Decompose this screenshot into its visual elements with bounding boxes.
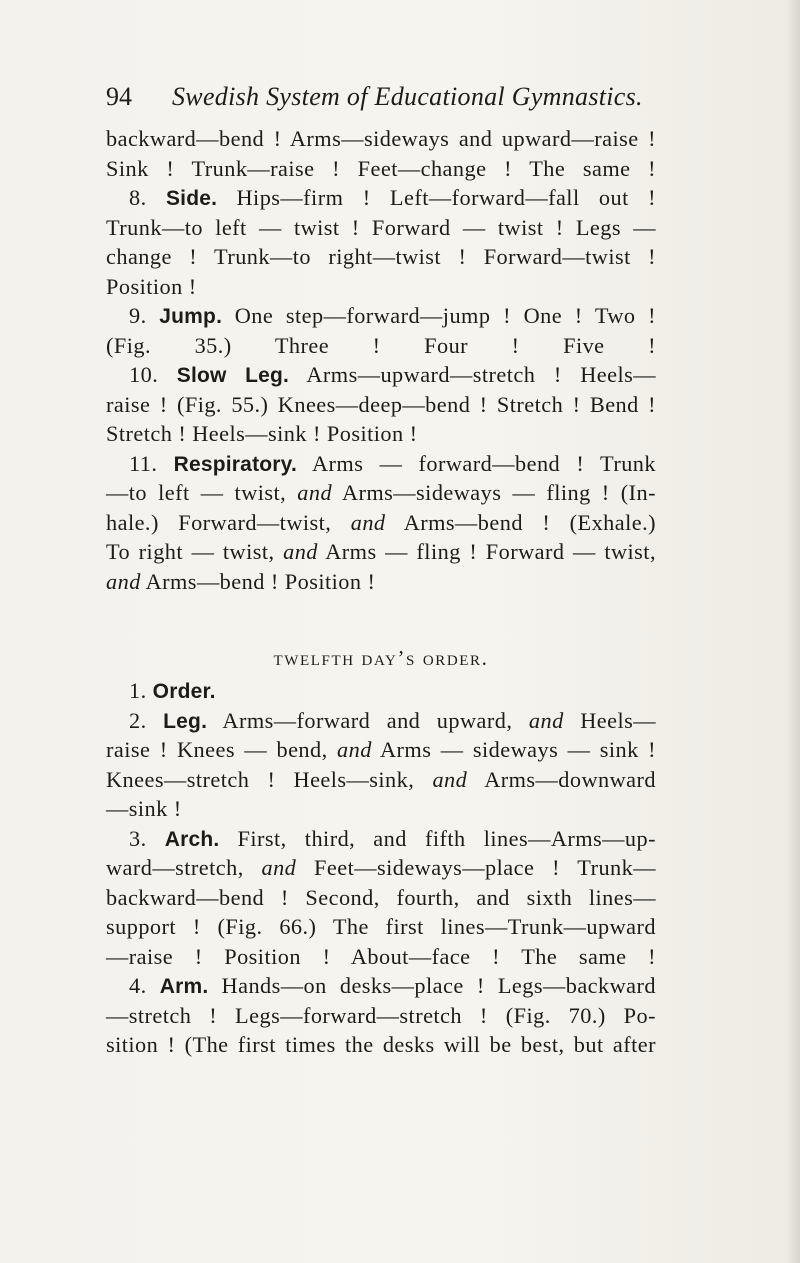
exercise-heading: Side. bbox=[165, 187, 218, 210]
text-run: Hands—on desks—place ! Legs—backward bbox=[208, 973, 656, 998]
text-run: —raise ! Position ! About—face ! The same ! bbox=[106, 943, 656, 969]
text-line bbox=[106, 242, 656, 272]
text-run: raise ! Knees — bend, bbox=[106, 737, 338, 762]
section-heading: twelfth day’s order. bbox=[273, 646, 489, 670]
text-line bbox=[106, 1001, 656, 1031]
running-header bbox=[106, 80, 666, 114]
text-run: Heels— bbox=[563, 707, 656, 733]
text-line bbox=[106, 331, 656, 361]
text-run: Trunk—to left — twist ! Forward — twist ! Legs — bbox=[106, 214, 656, 240]
italic-word: and bbox=[106, 568, 141, 594]
text-run: To right — twist, bbox=[106, 539, 284, 564]
text-run: One step—forward—jump ! One ! Two ! bbox=[222, 303, 656, 328]
text-line bbox=[106, 124, 656, 154]
text-line bbox=[106, 508, 656, 538]
exercise-heading: Jump. bbox=[159, 305, 223, 328]
text-run: change ! Trunk—to right—twist ! Forward—twist ! bbox=[106, 244, 656, 269]
text-line bbox=[106, 360, 656, 390]
text-line bbox=[106, 912, 656, 942]
text-line bbox=[106, 272, 656, 302]
text-run: —to left — twist, bbox=[106, 480, 298, 505]
text-line bbox=[106, 942, 656, 972]
text-line bbox=[106, 213, 656, 243]
exercise-heading: Order. bbox=[152, 680, 216, 703]
text-line bbox=[106, 706, 656, 736]
text-run: —sink ! bbox=[106, 796, 182, 821]
exercise-heading: Arm. bbox=[159, 975, 209, 998]
text-run: 4. bbox=[129, 973, 160, 998]
running-title: Swedish System of Educational Gymnastics. bbox=[172, 82, 643, 111]
text-run: Stretch ! Heels—sink ! Position ! bbox=[106, 421, 418, 446]
text-run: hale.) Forward—twist, bbox=[106, 509, 351, 535]
text-run: 1. bbox=[129, 678, 153, 703]
text-run: Arms — forward—bend ! Trunk bbox=[297, 450, 657, 476]
text-run: Arms—bend ! (Exhale.) bbox=[385, 509, 656, 535]
text-line bbox=[106, 824, 656, 854]
page-edge-shadow bbox=[786, 0, 800, 1263]
text-line bbox=[106, 735, 656, 765]
text-run: 10. bbox=[129, 362, 177, 387]
text-line bbox=[106, 301, 656, 331]
text-line bbox=[106, 537, 656, 567]
text-line bbox=[106, 478, 656, 508]
italic-word: and bbox=[350, 509, 386, 535]
text-line bbox=[106, 1030, 656, 1060]
text-run: Arms — sideways — sink ! bbox=[371, 737, 656, 762]
exercise-heading: Arch. bbox=[164, 827, 220, 851]
text-run: Arms—upward—stretch ! Heels— bbox=[289, 362, 657, 387]
text-line bbox=[106, 853, 656, 883]
text-run: Position ! bbox=[106, 273, 197, 299]
text-run: Knees—stretch ! Heels—sink, bbox=[106, 766, 433, 792]
text-run: 2. bbox=[129, 707, 164, 733]
text-line bbox=[106, 676, 656, 706]
text-run: Arms—bend ! Position ! bbox=[140, 568, 376, 594]
text-run: support ! (Fig. 66.) The first lines—Trunk—upward bbox=[106, 914, 656, 939]
text-line bbox=[106, 567, 656, 597]
text-line bbox=[106, 765, 656, 795]
text-run: backward—bend ! Arms—sideways and upward—raise ! bbox=[106, 126, 656, 151]
italic-word: and bbox=[261, 855, 297, 880]
italic-word: and bbox=[337, 737, 372, 762]
italic-word: and bbox=[432, 766, 468, 792]
exercise-heading: Slow Leg. bbox=[176, 364, 290, 387]
text-run: (Fig. 35.) Three ! Four ! Five ! bbox=[106, 332, 656, 358]
italic-word: and bbox=[297, 480, 333, 505]
text-line bbox=[106, 449, 656, 479]
exercise-heading: Leg. bbox=[163, 709, 208, 733]
text-run: Arms—forward and upward, bbox=[207, 707, 529, 733]
text-line bbox=[106, 794, 656, 824]
text-line bbox=[106, 154, 656, 184]
text-line bbox=[106, 183, 656, 213]
text-run: raise ! (Fig. 55.) Knees—deep—bend ! Stretch ! Bend ! bbox=[106, 391, 656, 417]
text-run: 8. bbox=[129, 185, 166, 210]
section-gap bbox=[106, 596, 656, 640]
text-run: Arms—sideways — fling ! (In- bbox=[332, 480, 656, 505]
text-run: —stretch ! Legs—forward—stretch ! (Fig. 70.) Po- bbox=[106, 1002, 656, 1028]
page-number: 94 bbox=[106, 82, 132, 111]
exercise-heading: Respiratory. bbox=[173, 452, 298, 476]
text-run: Sink ! Trunk—raise ! Feet—change ! The same ! bbox=[106, 155, 656, 181]
text-run: backward—bend ! Second, fourth, and sixth lines— bbox=[106, 884, 656, 910]
text-line bbox=[106, 390, 656, 420]
text-run: Arms — fling ! Forward — twist, bbox=[317, 539, 656, 564]
text-run: 9. bbox=[129, 303, 160, 328]
text-run: First, third, and fifth lines—Arms—up- bbox=[219, 825, 656, 851]
text-run: 11. bbox=[129, 450, 174, 476]
text-line bbox=[106, 971, 656, 1001]
text-run: sition ! (The first times the desks will be best, but after bbox=[106, 1032, 656, 1057]
italic-word: and bbox=[528, 707, 564, 733]
text-line bbox=[106, 883, 656, 913]
text-line bbox=[106, 419, 656, 449]
text-run: Feet—sideways—place ! Trunk— bbox=[296, 855, 656, 880]
body-text bbox=[106, 124, 656, 1060]
text-run: 3. bbox=[129, 825, 165, 851]
italic-word: and bbox=[283, 539, 318, 564]
text-run: Hips—firm ! Left—forward—fall out ! bbox=[217, 185, 656, 210]
text-run: Arms—downward bbox=[467, 766, 657, 792]
text-run: ward—stretch, bbox=[106, 855, 262, 880]
